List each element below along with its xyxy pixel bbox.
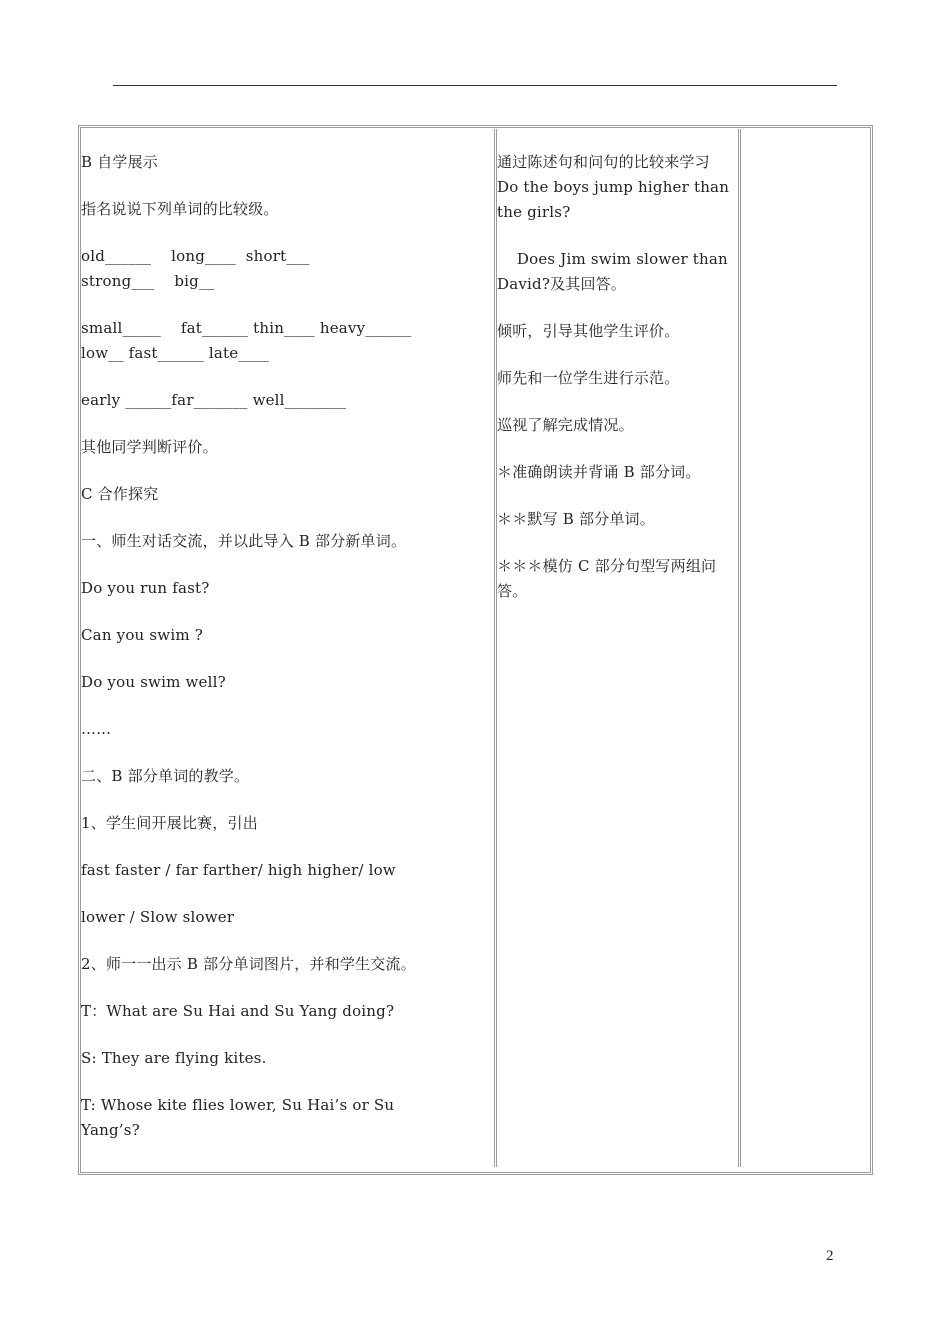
homework-item: ＊准确朗读并背诵 B 部分词。 xyxy=(497,463,701,481)
dialogue-line: Do you run fast? xyxy=(81,579,210,597)
step-heading: 二、B 部分单词的教学。 xyxy=(81,767,250,785)
header-rule xyxy=(113,85,837,86)
dialogue-line: T：What are Su Hai and Su Yang doing? xyxy=(81,1002,395,1020)
student-activity-cell xyxy=(497,150,739,626)
teaching-process-cell xyxy=(81,150,486,1165)
instruction-line: 指名说说下列单词的比较级。 xyxy=(81,200,279,218)
activity-line: 通过陈述句和问句的比较来学习 Do the boys jump higher than the girls? xyxy=(497,153,730,221)
instruction-line: 其他同学判断评价。 xyxy=(81,438,218,456)
vocabulary-line: lower / Slow slower xyxy=(81,908,235,926)
step-item: 2、师一一出示 B 部分单词图片，并和学生交流。 xyxy=(81,955,416,973)
step-item: 1、学生间开展比赛，引出 xyxy=(81,814,258,832)
vocabulary-line: fast faster / far farther/ high higher/ low xyxy=(81,861,396,879)
ellipsis-line: …... xyxy=(81,720,112,738)
homework-item: ＊＊＊模仿 C 部分句型写两组问 答。 xyxy=(497,557,717,600)
dialogue-line: S: They are flying kites. xyxy=(81,1049,267,1067)
activity-line: 倾听，引导其他学生评价。 xyxy=(497,322,680,340)
step-heading: 一、师生对话交流，并以此导入 B 部分新单词。 xyxy=(81,532,407,550)
section-b-heading: B 自学展示 xyxy=(81,153,158,171)
activity-line: 师先和一位学生进行示范。 xyxy=(497,369,680,387)
word-blanks-line: old______ long____ short___ strong___ big__ xyxy=(81,247,310,290)
page-number: 2 xyxy=(826,1248,834,1264)
dialogue-line: T: Whose kite flies lower, Su Hai’s or Su Yang’s? xyxy=(81,1096,395,1139)
dialogue-line: Do you swim well? xyxy=(81,673,226,691)
homework-item: ＊＊默写 B 部分单词。 xyxy=(497,510,655,528)
word-blanks-line: small_____ fat______ thin____ heavy______ low__ fast______ late____ xyxy=(81,319,412,362)
section-c-heading: C 合作探究 xyxy=(81,485,159,503)
activity-line: 巡视了解完成情况。 xyxy=(497,416,634,434)
word-blanks-line: early ______far_______ well________ xyxy=(81,391,347,409)
activity-line: Does Jim swim slower than David?及其回答。 xyxy=(497,250,728,293)
dialogue-line: Can you swim ? xyxy=(81,626,203,644)
